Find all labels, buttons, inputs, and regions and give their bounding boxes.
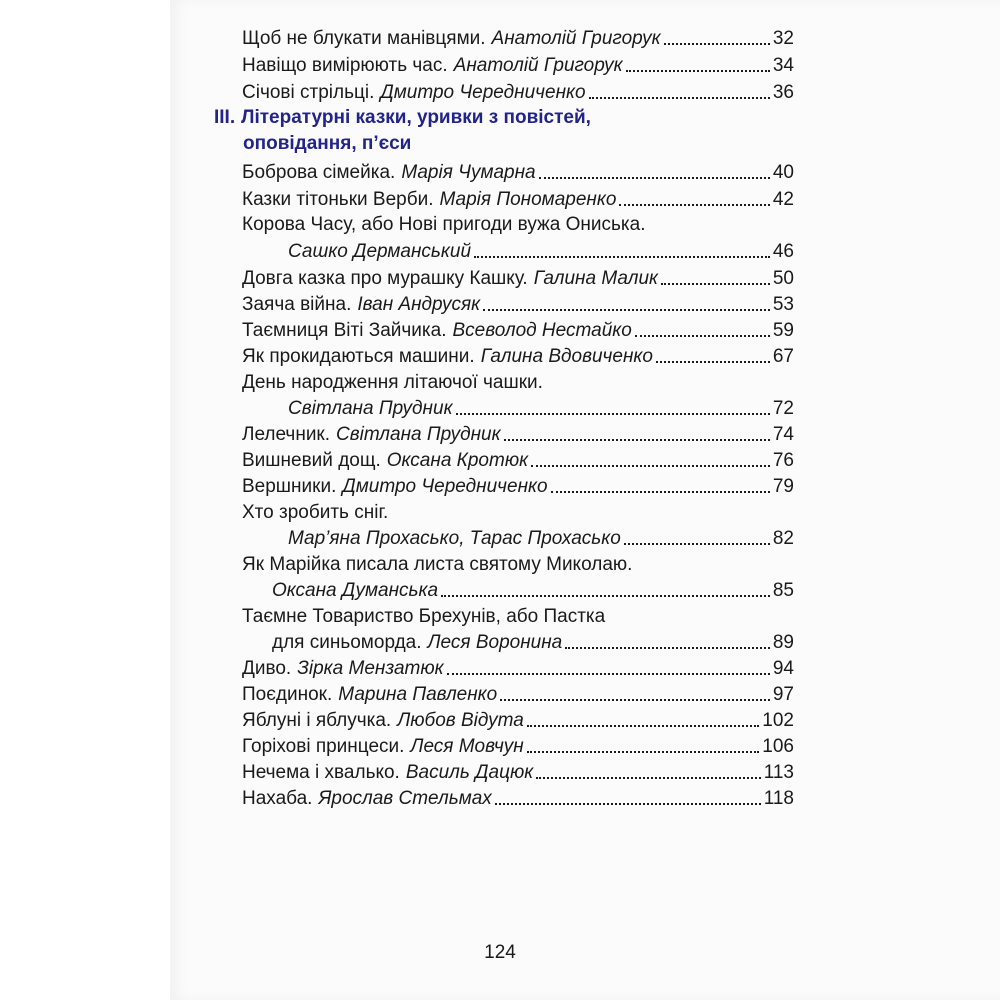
toc-entry-title-line: [242, 368, 794, 394]
toc-entry: [242, 78, 794, 104]
entry-title: Корова Часу, або Нові пригоди вужа Ониська.: [242, 214, 646, 235]
entry-author: Оксана Кротюк: [386, 450, 529, 471]
dot-leader: [447, 673, 770, 675]
toc-entry: [242, 472, 794, 498]
toc-entry: [242, 784, 794, 810]
entry-page: 53: [772, 294, 794, 315]
toc-entry: [242, 185, 794, 211]
entry-title: Навіщо вимірюють час.: [242, 55, 448, 76]
entry-page: 106: [762, 736, 794, 757]
entry-author: Анатолій Григорук: [453, 55, 623, 76]
entry-page: 97: [772, 684, 794, 705]
entry-page: 76: [772, 450, 794, 471]
entry-title: Поєдинок.: [242, 684, 333, 705]
entry-title: Щоб не блукати манівцями.: [242, 28, 486, 49]
entry-title: Таємниця Віті Зайчика.: [242, 320, 447, 341]
entry-page: 40: [772, 162, 794, 183]
entry-author: Дмитро Чередниченко: [342, 476, 548, 497]
entry-title: Казки тітоньки Верби.: [242, 189, 434, 210]
dot-leader: [635, 335, 770, 337]
dot-leader: [626, 70, 770, 72]
entry-author: Леся Воронина: [427, 632, 563, 653]
entry-page: 67: [772, 346, 794, 367]
toc-entry: [242, 316, 794, 342]
entry-author: Галина Вдовиченко: [480, 346, 653, 367]
dot-leader: [619, 204, 769, 206]
entry-author: Зірка Мензатюк: [297, 658, 444, 679]
entry-title: День народження літаючої чашки.: [242, 372, 543, 393]
entry-author: Сашко Дерманський: [288, 241, 472, 262]
entry-author: Оксана Думанська: [272, 580, 439, 601]
entry-page: 59: [772, 320, 794, 341]
entry-author: Любов Відута: [397, 710, 524, 731]
toc-entry: [242, 654, 794, 680]
entry-page: 72: [772, 398, 794, 419]
entry-page: 118: [763, 788, 794, 809]
toc-entry: [242, 342, 794, 368]
entry-author: Марія Чумарна: [401, 162, 536, 183]
toc-entry: [242, 706, 794, 732]
toc-entry: [242, 680, 794, 706]
dot-leader: [483, 309, 770, 311]
entry-title: Січові стрільці.: [242, 82, 375, 103]
entry-page: 46: [772, 241, 794, 262]
entry-page: 42: [772, 189, 794, 210]
entry-page: 74: [772, 424, 794, 445]
dot-leader: [661, 283, 770, 285]
entry-title: Боброва сімейка.: [242, 162, 396, 183]
dot-leader: [441, 595, 770, 597]
section-title-line2: оповідання, п’єси: [243, 133, 412, 154]
dot-leader: [539, 177, 770, 179]
entry-title: Таємне Товариство Брехунів, або Пастка: [242, 606, 606, 627]
toc-entry-title-line: [242, 550, 794, 576]
entry-title-continuation: для синьоморда.: [272, 632, 422, 653]
toc-entry: [242, 290, 794, 316]
entry-page: 89: [772, 632, 794, 653]
dot-leader: [624, 543, 770, 545]
toc-entry: [242, 446, 794, 472]
dot-leader: [474, 256, 770, 258]
dot-leader: [565, 647, 770, 649]
entry-author: Анатолій Григорук: [491, 28, 661, 49]
toc-entry-author-line: [288, 524, 794, 550]
dot-leader: [527, 725, 759, 727]
entry-author: Василь Дацюк: [405, 762, 534, 783]
entry-title: Вершники.: [242, 476, 337, 497]
toc-entry-continuation-line: [272, 628, 794, 654]
section-number: ІІІ.: [214, 107, 236, 128]
entry-title: Нечема і хвалько.: [242, 762, 400, 783]
entry-author: Леся Мовчун: [410, 736, 524, 757]
entry-author: Всеволод Нестайко: [452, 320, 632, 341]
entry-page: 32: [772, 28, 794, 49]
toc-entry: [242, 24, 794, 50]
entry-author: Марина Павленко: [338, 684, 498, 705]
entry-author: Іван Андрусяк: [357, 294, 481, 315]
section-heading: [214, 105, 714, 157]
toc-entry-title-line: [242, 602, 794, 628]
toc-entry: [242, 758, 794, 784]
toc-entry: [242, 420, 794, 446]
toc-entry: [242, 732, 794, 758]
entry-title: Лелечник.: [242, 424, 331, 445]
entry-author: Дмитро Чередниченко: [380, 82, 586, 103]
toc-entry-title-line: [242, 210, 794, 236]
entry-author: Мар’яна Прохасько, Тарас Прохасько: [288, 528, 621, 549]
entry-page: 36: [772, 82, 794, 103]
dot-leader: [531, 465, 770, 467]
entry-title: Диво.: [242, 658, 292, 679]
dot-leader: [495, 803, 761, 805]
entry-page: 113: [763, 762, 794, 783]
toc-entry: [242, 264, 794, 290]
dot-leader: [536, 777, 761, 779]
dot-leader: [656, 361, 770, 363]
toc-entry-author-line: [288, 237, 794, 263]
entry-page: 94: [772, 658, 794, 679]
entry-page: 50: [772, 268, 794, 289]
entry-author: Ярослав Стельмах: [318, 788, 492, 809]
entry-author: Галина Малик: [533, 268, 658, 289]
dot-leader: [500, 699, 770, 701]
dot-leader: [456, 413, 770, 415]
toc-entry-author-line: [288, 394, 794, 420]
toc-entry: [242, 158, 794, 184]
section-title-line1: Літературні казки, уривки з повістей,: [241, 107, 591, 128]
entry-author: Світлана Прудник: [288, 398, 453, 419]
entry-author: Світлана Прудник: [336, 424, 501, 445]
entry-page: 102: [762, 710, 794, 731]
entry-title: Як Марійка писала листа святому Миколаю.: [242, 554, 633, 575]
entry-page: 79: [772, 476, 794, 497]
dot-leader: [664, 43, 770, 45]
entry-page: 85: [772, 580, 794, 601]
entry-title: Довга казка про мурашку Кашку.: [242, 268, 528, 289]
entry-page: 82: [772, 528, 794, 549]
dot-leader: [504, 439, 770, 441]
entry-title: Заяча війна.: [242, 294, 352, 315]
entry-title: Нахаба.: [242, 788, 313, 809]
toc-entry-author-line: [272, 576, 794, 602]
entry-title: Горіхові принцеси.: [242, 736, 405, 757]
toc-entry: [242, 51, 794, 77]
entry-title: Яблуні і яблучка.: [242, 710, 392, 731]
entry-title: Як прокидаються машини.: [242, 346, 475, 367]
entry-title: Хто зробить сніг.: [242, 502, 389, 523]
dot-leader: [589, 97, 770, 99]
dot-leader: [551, 491, 770, 493]
dot-leader: [527, 751, 760, 753]
toc-entry-title-line: [242, 498, 794, 524]
entry-title: Вишневий дощ.: [242, 450, 381, 471]
entry-author: Марія Пономаренко: [439, 189, 617, 210]
entry-page: 34: [772, 55, 794, 76]
page-number: 124: [484, 942, 516, 963]
